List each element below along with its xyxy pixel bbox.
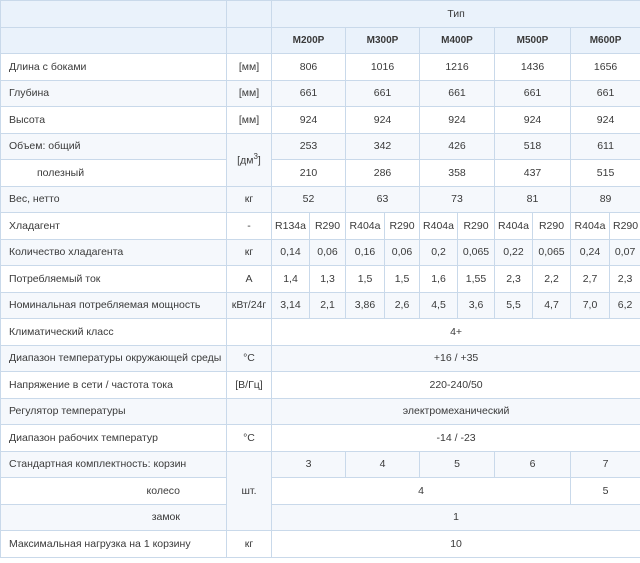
unit-cell: - xyxy=(227,213,272,240)
table-row xyxy=(1,478,640,505)
model-header: M600P xyxy=(571,27,640,54)
row-label: Длина с боками xyxy=(1,54,227,81)
table-row xyxy=(1,451,640,478)
unit-cell: [мм] xyxy=(227,54,272,81)
header-empty-cell xyxy=(227,27,272,54)
model-header: M200P xyxy=(272,27,346,54)
table-row xyxy=(1,531,640,558)
value-cell: 7,0 xyxy=(571,292,610,319)
unit-cell: кг xyxy=(227,186,272,213)
value-cell: R290 xyxy=(458,213,495,240)
value-cell: 4 xyxy=(346,451,420,478)
value-cell: 3,14 xyxy=(272,292,310,319)
table-row xyxy=(1,372,640,399)
row-label: замок xyxy=(1,504,227,531)
row-label: Количество хладагента xyxy=(1,239,227,266)
value-cell: R404a xyxy=(420,213,458,240)
value-cell: 5 xyxy=(420,451,495,478)
table-row xyxy=(1,319,640,346)
value-cell: 2,1 xyxy=(310,292,346,319)
value-cell: 1436 xyxy=(495,54,571,81)
value-cell: R290 xyxy=(310,213,346,240)
row-label: Потребляемый ток xyxy=(1,266,227,293)
value-cell: 661 xyxy=(420,80,495,107)
table-row xyxy=(1,292,640,319)
value-cell: 4+ xyxy=(272,319,640,346)
value-cell: 661 xyxy=(571,80,640,107)
value-cell: 52 xyxy=(272,186,346,213)
value-cell: -14 / -23 xyxy=(272,425,640,452)
volume-unit-exponent: 3 xyxy=(253,152,258,162)
value-cell: 2,3 xyxy=(495,266,533,293)
value-cell: 426 xyxy=(420,133,495,160)
unit-cell xyxy=(227,133,272,186)
table-row xyxy=(1,133,640,160)
spec-table-body xyxy=(1,1,640,558)
unit-cell: кг xyxy=(227,531,272,558)
unit-cell: кВт/24г xyxy=(227,292,272,319)
table-row xyxy=(1,213,640,240)
value-cell: 10 xyxy=(272,531,640,558)
value-cell: 220-240/50 xyxy=(272,372,640,399)
value-cell: 253 xyxy=(272,133,346,160)
table-row xyxy=(1,266,640,293)
unit-cell: [В/Гц] xyxy=(227,372,272,399)
value-cell: 924 xyxy=(272,107,346,134)
row-label: Стандартная комплектность: корзин xyxy=(1,451,227,478)
volume-unit-base: [дм xyxy=(237,154,254,167)
value-cell: R404a xyxy=(346,213,385,240)
value-cell: 2,6 xyxy=(385,292,420,319)
type-header: Тип xyxy=(272,1,640,28)
value-cell: R290 xyxy=(533,213,571,240)
value-cell: 3 xyxy=(272,451,346,478)
header-empty-cell xyxy=(1,1,227,28)
value-cell: 661 xyxy=(495,80,571,107)
row-label: полезный xyxy=(1,160,227,187)
value-cell: 1216 xyxy=(420,54,495,81)
table-row xyxy=(1,239,640,266)
row-label: Диапазон температуры окружающей среды xyxy=(1,345,227,372)
value-cell: 0,2 xyxy=(420,239,458,266)
unit-cell xyxy=(227,398,272,425)
table-row xyxy=(1,54,640,81)
value-cell: 0,07 xyxy=(610,239,640,266)
unit-cell: °C xyxy=(227,425,272,452)
row-label: Климатический класс xyxy=(1,319,227,346)
value-cell: 0,24 xyxy=(571,239,610,266)
value-cell: 924 xyxy=(571,107,640,134)
row-label: колесо xyxy=(1,478,227,505)
table-row xyxy=(1,186,640,213)
value-cell: 286 xyxy=(346,160,420,187)
row-label: Высота xyxy=(1,107,227,134)
unit-cell: °C xyxy=(227,345,272,372)
header-empty-cell xyxy=(227,1,272,28)
value-cell: 73 xyxy=(420,186,495,213)
value-cell: 1016 xyxy=(346,54,420,81)
value-cell: 4,7 xyxy=(533,292,571,319)
row-label: Хладагент xyxy=(1,213,227,240)
value-cell: электромеханический xyxy=(272,398,640,425)
value-cell: 1,55 xyxy=(458,266,495,293)
row-label: Глубина xyxy=(1,80,227,107)
header-empty-cell xyxy=(1,27,227,54)
value-cell: 611 xyxy=(571,133,640,160)
value-cell: 5 xyxy=(571,478,640,505)
value-cell: 1,6 xyxy=(420,266,458,293)
value-cell: 661 xyxy=(272,80,346,107)
unit-cell: [мм] xyxy=(227,107,272,134)
value-cell: 437 xyxy=(495,160,571,187)
value-cell: 1,4 xyxy=(272,266,310,293)
volume-unit-close: ] xyxy=(257,154,261,167)
table-row xyxy=(1,160,640,187)
table-row xyxy=(1,504,640,531)
value-cell: 4,5 xyxy=(420,292,458,319)
model-header: M300P xyxy=(346,27,420,54)
value-cell: R134a xyxy=(272,213,310,240)
unit-cell: [мм] xyxy=(227,80,272,107)
table-row xyxy=(1,345,640,372)
value-cell: 358 xyxy=(420,160,495,187)
value-cell: 2,7 xyxy=(571,266,610,293)
value-cell: 81 xyxy=(495,186,571,213)
value-cell: 924 xyxy=(346,107,420,134)
row-label: Номинальная потребляемая мощность xyxy=(1,292,227,319)
value-cell: 806 xyxy=(272,54,346,81)
value-cell: 3,6 xyxy=(458,292,495,319)
value-cell: 661 xyxy=(346,80,420,107)
value-cell: 515 xyxy=(571,160,640,187)
row-label: Объем: общий xyxy=(1,133,227,160)
value-cell: 0,06 xyxy=(385,239,420,266)
value-cell: 342 xyxy=(346,133,420,160)
value-cell: R290 xyxy=(610,213,640,240)
value-cell: 0,065 xyxy=(533,239,571,266)
unit-cell: кг xyxy=(227,239,272,266)
value-cell: 0,16 xyxy=(346,239,385,266)
value-cell: 7 xyxy=(571,451,640,478)
table-row xyxy=(1,1,640,28)
value-cell: R404a xyxy=(495,213,533,240)
value-cell: 0,22 xyxy=(495,239,533,266)
row-label: Регулятор температуры xyxy=(1,398,227,425)
value-cell: 5,5 xyxy=(495,292,533,319)
value-cell: 1,5 xyxy=(346,266,385,293)
unit-cell: А xyxy=(227,266,272,293)
value-cell: 2,3 xyxy=(610,266,640,293)
value-cell: 210 xyxy=(272,160,346,187)
table-row xyxy=(1,80,640,107)
value-cell: 1656 xyxy=(571,54,640,81)
value-cell: +16 / +35 xyxy=(272,345,640,372)
value-cell: 4 xyxy=(272,478,571,505)
value-cell: 2,2 xyxy=(533,266,571,293)
row-label: Напряжение в сети / частота тока xyxy=(1,372,227,399)
value-cell: 518 xyxy=(495,133,571,160)
value-cell: 924 xyxy=(420,107,495,134)
table-row xyxy=(1,27,640,54)
model-header: M500P xyxy=(495,27,571,54)
value-cell: R290 xyxy=(385,213,420,240)
value-cell: 3,86 xyxy=(346,292,385,319)
model-header: M400P xyxy=(420,27,495,54)
row-label: Диапазон рабочих температур xyxy=(1,425,227,452)
table-row xyxy=(1,425,640,452)
value-cell: 924 xyxy=(495,107,571,134)
value-cell: 1,5 xyxy=(385,266,420,293)
value-cell: 1 xyxy=(272,504,640,531)
value-cell: 89 xyxy=(571,186,640,213)
table-row xyxy=(1,107,640,134)
value-cell: 0,14 xyxy=(272,239,310,266)
value-cell: 63 xyxy=(346,186,420,213)
row-label: Вес, нетто xyxy=(1,186,227,213)
unit-cell xyxy=(227,319,272,346)
value-cell: 0,06 xyxy=(310,239,346,266)
value-cell: 1,3 xyxy=(310,266,346,293)
value-cell: 0,065 xyxy=(458,239,495,266)
value-cell: 6 xyxy=(495,451,571,478)
value-cell: R404a xyxy=(571,213,610,240)
row-label: Максимальная нагрузка на 1 корзину xyxy=(1,531,227,558)
value-cell: 6,2 xyxy=(610,292,640,319)
unit-cell: шт. xyxy=(227,451,272,531)
table-row xyxy=(1,398,640,425)
